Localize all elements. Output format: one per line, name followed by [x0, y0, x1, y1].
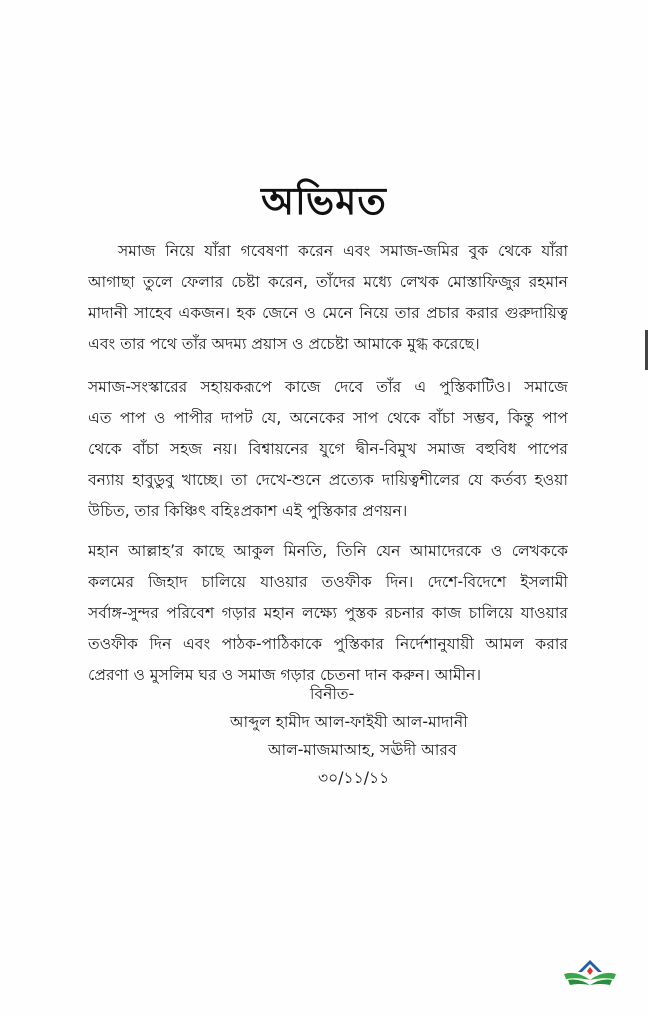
paragraph-line: আগাছা তুলে ফেলার চেষ্টা করেন, তাঁদের মধ্যে লেখক মোস্তাফিজুর রহমান	[88, 273, 568, 291]
paragraph-line: এবং তার পথে তাঁর অদম্য প্রয়াস ও প্রচেষ্টা আমাকে মুগ্ধ করেছে।	[88, 335, 480, 353]
paragraph-1	[88, 236, 568, 360]
paragraph-line: সর্বাঙ্গ-সুন্দর পরিবেশ গড়ার মহান লক্ষ্যে পুস্তক রচনার কাজ চালিয়ে যাওয়ার	[88, 604, 568, 622]
paragraph-line: মহান আল্লাহ’র কাছে আকুল মিনতি, তিনি যেন আমাদেরকে ও লেখককে	[88, 542, 568, 560]
paragraph-line: এত পাপ ও পাপীর দাপট যে, অনেকের সাপ থেকে বাঁচা সম্ভব, কিন্তু পাপ	[88, 409, 568, 427]
paragraph-3	[88, 536, 568, 691]
paragraph-line: মাদানী সাহেব একজন। হক জেনে ও মেনে নিয়ে তার প্রচার করার গুরুদায়িত্ব	[88, 304, 568, 322]
paragraph-line: তওফীক দিন এবং পাঠক-পাঠিকাকে পুস্তিকার নির্দেশানুযায়ী আমল করার	[88, 635, 568, 653]
signature-closing: বিনীত-	[310, 685, 355, 703]
paragraph-line: উচিত, তার কিঞ্চিৎ বহিঃপ্রকাশ এই পুস্তিকার প্রণয়ন।	[88, 502, 408, 520]
signature-block	[0, 680, 648, 800]
paragraph-line: সমাজ নিয়ে যাঁরা গবেষণা করেন এবং সমাজ-জমির বুক থেকে যাঁরা	[118, 242, 568, 260]
publisher-logo-icon	[560, 950, 620, 994]
signature-date: ৩০/১১/১১	[318, 769, 390, 787]
paragraph-line: থেকে বাঁচা সহজ নয়। বিশ্বায়নের যুগে দ্বীন-বিমুখ সমাজ বহুবিধ পাপের	[88, 440, 568, 458]
paragraph-line: প্রেরণা ও মুসলিম ঘর ও সমাজ গড়ার চেতনা দান করুন। আমীন।	[88, 666, 482, 684]
page-title: অভিমত	[261, 179, 387, 223]
paragraph-line: সমাজ-সংস্কারের সহায়করূপে কাজে দেবে তাঁর এ পুস্তিকাটিও। সমাজে	[88, 378, 568, 396]
paragraph-line: বন্যায় হাবুডুবু খাচ্ছে। তা দেখে-শুনে প্রত্যেক দায়িত্বশীলের যে কর্তব্য হওয়া	[88, 471, 568, 489]
paragraph-line: কলমের জিহাদ চালিয়ে যাওয়ার তওফীক দিন। দেশে-বিদেশে ইসলামী	[88, 573, 568, 591]
signature-place: আল-মাজমাআহ, সঊদী আরব	[268, 741, 457, 759]
paragraph-2	[88, 372, 568, 527]
signature-name: আব্দুল হামীদ আল-ফাইযী আল-মাদানী	[230, 713, 468, 731]
